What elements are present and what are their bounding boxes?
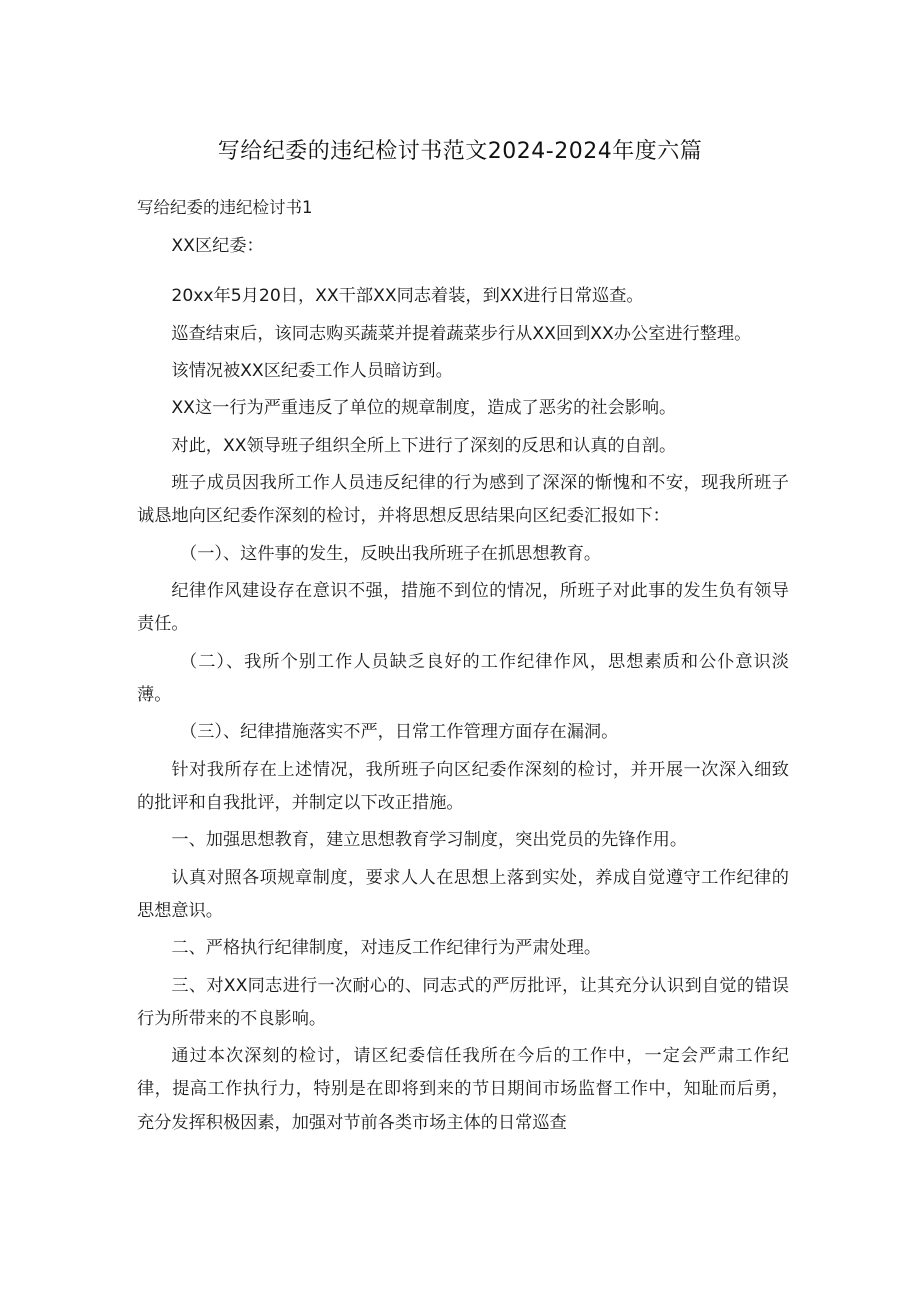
- paragraph: （二）、我所个别工作人员缺乏良好的工作纪律作风，思想素质和公仆意识淡薄。: [137, 651, 789, 705]
- addressee: XX区纪委：: [171, 236, 264, 256]
- paragraph: 针对我所存在上述情况，我所班子向区纪委作深刻的检讨，并开展一次深入细致的批评和自我批评，并制定以下改正措施。: [137, 759, 789, 813]
- document-title: 写给纪委的违纪检讨书范文2024-2024年度六篇: [217, 138, 703, 164]
- paragraph: 对此，XX领导班子组织全所上下进行了深刻的反思和认真的自剖。: [171, 435, 677, 456]
- paragraph: 纪律作风建设存在意识不强，措施不到位的情况，所班子对此事的发生负有领导责任。: [137, 581, 789, 635]
- paragraph: 认真对照各项规章制度，要求人人在思想上落到实处，养成自觉遵守工作纪律的思想意识。: [137, 867, 789, 921]
- paragraph: 班子成员因我所工作人员违反纪律的行为感到了深深的惭愧和不安，现我所班子诚恳地向区纪委作深刻的检讨，并将思想反思结果向区纪委汇报如下：: [137, 473, 789, 527]
- paragraph: 二、严格执行纪律制度，对违反工作纪律行为严肃处理。: [171, 938, 602, 959]
- paragraph: 20xx年5月20日，XX干部XX同志着装，到XX进行日常巡查。: [171, 286, 644, 307]
- paragraph: （三）、纪律措施落实不严，日常工作管理方面存在漏洞。: [180, 722, 619, 743]
- paragraph: 巡查结束后，该同志购买蔬菜并提着蔬菜步行从XX回到XX办公室进行整理。: [171, 323, 752, 344]
- document-body: [137, 230, 789, 1144]
- paragraph: 该情况被XX区纪委工作人员暗访到。: [171, 360, 453, 381]
- paragraph: 三、对XX同志进行一次耐心的、同志式的严厉批评，让其充分认识到自觉的错误行为所带来的不良影响。: [137, 975, 789, 1029]
- paragraph: XX这一行为严重违反了单位的规章制度，造成了恶劣的社会影响。: [171, 398, 677, 419]
- section-heading: 写给纪委的违纪检讨书1: [137, 198, 313, 217]
- paragraph: 通过本次深刻的检讨，请区纪委信任我所在今后的工作中，一定会严肃工作纪律，提高工作执行力，特别是在即将到来的节日期间市场监督工作中，知耻而后勇，充分发挥积极因素，加强对节前各类市场主体的日常巡查: [137, 1046, 789, 1133]
- paragraph: 一、加强思想教育，建立思想教育学习制度，突出党员的先锋作用。: [171, 830, 688, 851]
- paragraph: （一）、这件事的发生，反映出我所班子在抓思想教育。: [180, 543, 602, 564]
